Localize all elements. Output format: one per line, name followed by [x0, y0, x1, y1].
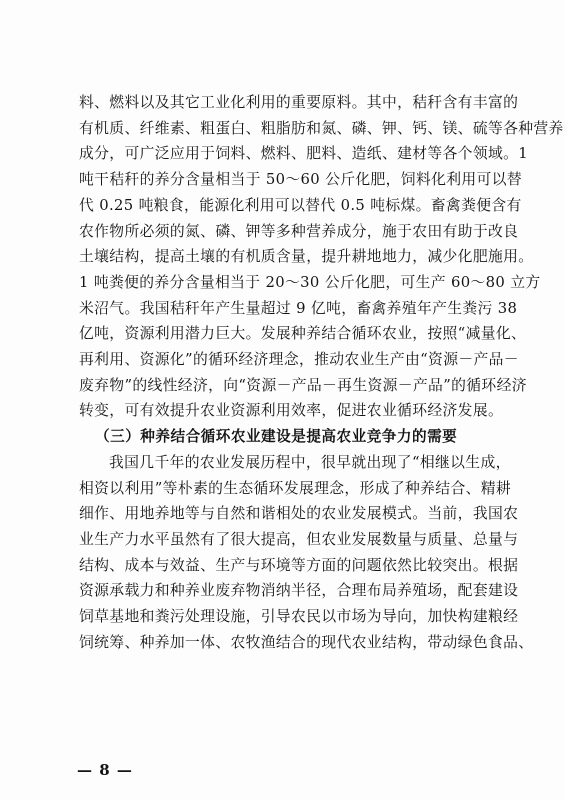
text-line: 农作物所必须的氮、磷、钾等多种营养成分，施于农田有助于改良	[79, 222, 519, 240]
text-line: 再利用、资源化”的循环经济理念，推动农业生产由“资源－产品－	[79, 351, 519, 369]
text-line: 资源承载力和种养业废弃物消纳半径，合理布局养殖场，配套建设	[79, 582, 519, 600]
text-line: 代 0.25 吨粮食，能源化利用可以替代 0.5 吨标煤。畜禽粪便含有	[79, 196, 522, 214]
text-line: 废弃物”的线性经济，向“资源－产品－再生资源－产品”的循环经济	[79, 376, 527, 394]
document-body	[79, 90, 564, 655]
text-line: 有机质、纤维素、粗蛋白、粗脂肪和氮、磷、钾、钙、镁、硫等各种营养	[79, 119, 564, 137]
text-line: 转变，可有效提升农业资源利用效率，促进农业循环经济发展。	[79, 402, 504, 420]
text-line: 相资以利用”等朴素的生态循环发展理念，形成了种养结合、精耕	[79, 479, 512, 497]
text-line: 料、燃料以及其它工业化利用的重要原料。其中，秸秆含有丰富的	[79, 94, 519, 111]
text-line: 吨干秸秆的养分含量相当于 50～60 公斤化肥，饲料化利用可以替	[79, 171, 522, 189]
text-line: 1 吨粪便的养分含量相当于 20～30 公斤化肥，可生产 60～80 立方	[79, 273, 541, 291]
paragraph-2	[79, 450, 534, 656]
text-line: 饲统筹、种养加一体、农牧渔结合的现代农业结构，带动绿色食品、	[79, 633, 534, 651]
text-line: 细作、用地养地等与自然和谐相处的农业发展模式。当前，我国农	[79, 505, 519, 523]
text-line: 业生产力水平虽然有了很大提高，但农业发展数量与质量、总量与	[79, 530, 519, 548]
text-line: 亿吨，资源利用潜力巨大。发展种养结合循环农业，按照“减量化、	[79, 325, 527, 343]
page-number: — 8 —	[77, 761, 133, 779]
text-line: 结构、成本与效益、生产与环境等方面的问题依然比较突出。根据	[79, 556, 519, 574]
paragraph-1	[79, 90, 564, 424]
text-line: 米沼气。我国秸秆年产生量超过 9 亿吨，畜禽养殖年产生粪污 38	[79, 299, 518, 317]
section-heading: （三）种养结合循环农业建设是提高农业竞争力的需要	[95, 428, 458, 446]
text-line: 饲草基地和粪污处理设施，引导农民以市场为导向，加快构建粮经	[79, 608, 519, 626]
text-line: 土壤结构，提高土壤的有机质含量，提升耕地地力，减少化肥施用。	[79, 248, 534, 266]
text-line: 我国几千年的农业发展历程中，很早就出现了“相继以生成，	[109, 453, 511, 471]
text-line: 成分，可广泛应用于饲料、燃料、肥料、造纸、建材等各个领域。1	[79, 145, 529, 163]
